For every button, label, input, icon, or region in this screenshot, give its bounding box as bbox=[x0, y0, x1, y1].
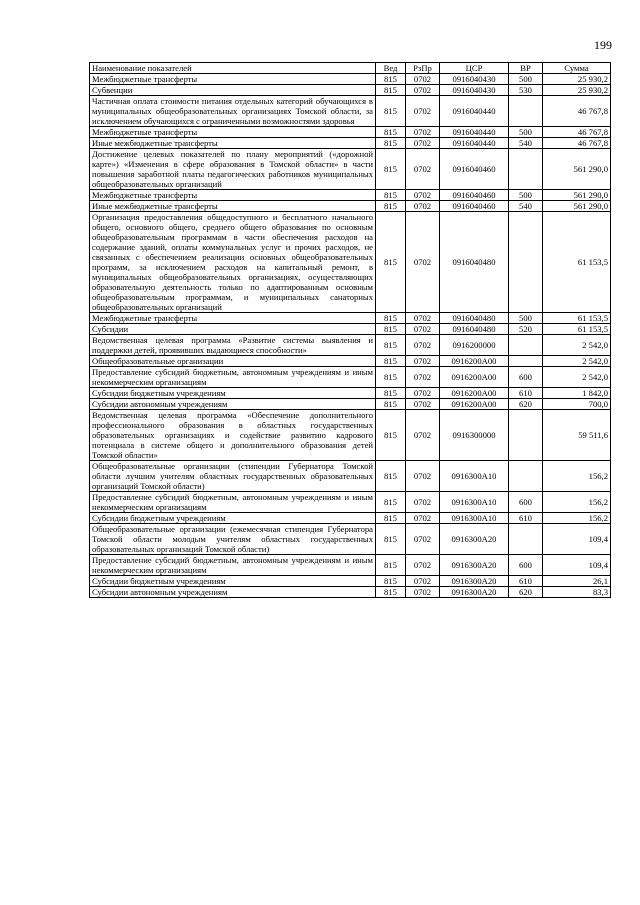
row-name: Общеобразовательные организации bbox=[90, 356, 376, 367]
row-name: Межбюджетные трансферты bbox=[90, 313, 376, 324]
row-csr: 0916040440 bbox=[440, 96, 509, 127]
row-sum: 25 930,2 bbox=[543, 85, 611, 96]
row-vr: 500 bbox=[509, 74, 543, 85]
row-name: Общеобразовательные организации (ежемесячная стипендия Губернатора Томской области молодым учителям областных государственных образовательных организаций Томской области) bbox=[90, 524, 376, 555]
row-csr: 0916040480 bbox=[440, 212, 509, 313]
row-ved: 815 bbox=[376, 388, 406, 399]
row-ved: 815 bbox=[376, 335, 406, 356]
row-ved: 815 bbox=[376, 399, 406, 410]
row-vr: 610 bbox=[509, 576, 543, 587]
page-number: 199 bbox=[594, 38, 612, 52]
table-row bbox=[90, 201, 611, 212]
row-name: Общеобразовательные организации (стипендии Губернатора Томской области лучшим учителям областных государственных образовательных организаций Томской области) bbox=[90, 461, 376, 492]
header-vr: ВР bbox=[509, 63, 543, 74]
row-vr bbox=[509, 410, 543, 461]
row-sum: 1 842,0 bbox=[543, 388, 611, 399]
row-csr: 0916040480 bbox=[440, 324, 509, 335]
row-rzpr: 0702 bbox=[406, 201, 440, 212]
row-name: Субсидии bbox=[90, 324, 376, 335]
row-rzpr: 0702 bbox=[406, 367, 440, 388]
row-sum: 2 542,0 bbox=[543, 356, 611, 367]
row-rzpr: 0702 bbox=[406, 410, 440, 461]
row-ved: 815 bbox=[376, 96, 406, 127]
table-row bbox=[90, 212, 611, 313]
row-ved: 815 bbox=[376, 461, 406, 492]
table-row bbox=[90, 313, 611, 324]
row-rzpr: 0702 bbox=[406, 313, 440, 324]
header-ved: Вед bbox=[376, 63, 406, 74]
row-csr: 0916300А10 bbox=[440, 492, 509, 513]
row-sum: 46 767,8 bbox=[543, 138, 611, 149]
row-name: Частичная оплата стоимости питания отдельных категорий обучающихся в муниципальных общеобразовательных организациях Томской области, за исключением обучающихся с ограниченными возможностями здоровья bbox=[90, 96, 376, 127]
row-sum: 46 767,8 bbox=[543, 96, 611, 127]
row-name: Иные межбюджетные трансферты bbox=[90, 201, 376, 212]
row-sum: 156,2 bbox=[543, 513, 611, 524]
row-csr: 0916300А10 bbox=[440, 461, 509, 492]
row-ved: 815 bbox=[376, 190, 406, 201]
table-row bbox=[90, 555, 611, 576]
row-vr bbox=[509, 96, 543, 127]
row-csr: 0916200А00 bbox=[440, 367, 509, 388]
row-csr: 0916200000 bbox=[440, 335, 509, 356]
row-sum: 61 153,5 bbox=[543, 313, 611, 324]
row-name: Межбюджетные трансферты bbox=[90, 127, 376, 138]
row-ved: 815 bbox=[376, 201, 406, 212]
row-vr: 620 bbox=[509, 399, 543, 410]
row-vr bbox=[509, 461, 543, 492]
row-rzpr: 0702 bbox=[406, 492, 440, 513]
row-rzpr: 0702 bbox=[406, 149, 440, 190]
table-row bbox=[90, 335, 611, 356]
row-name: Межбюджетные трансферты bbox=[90, 190, 376, 201]
row-sum: 156,2 bbox=[543, 492, 611, 513]
row-ved: 815 bbox=[376, 410, 406, 461]
row-vr: 600 bbox=[509, 367, 543, 388]
row-name: Межбюджетные трансферты bbox=[90, 74, 376, 85]
row-ved: 815 bbox=[376, 74, 406, 85]
row-sum: 61 153,5 bbox=[543, 212, 611, 313]
row-csr: 0916200А00 bbox=[440, 388, 509, 399]
row-rzpr: 0702 bbox=[406, 96, 440, 127]
row-vr: 530 bbox=[509, 85, 543, 96]
table-header-row bbox=[90, 63, 611, 74]
row-rzpr: 0702 bbox=[406, 513, 440, 524]
row-csr: 0916300А10 bbox=[440, 513, 509, 524]
row-sum: 25 930,2 bbox=[543, 74, 611, 85]
row-ved: 815 bbox=[376, 212, 406, 313]
row-name: Ведомственная целевая программа «Обеспечение дополнительного профессионального образования в областных государственных образовательных организациях и содействие развитию кадрового потенциала в системе общего и дополнительного образования детей Томской области» bbox=[90, 410, 376, 461]
header-sum: Сумма bbox=[543, 63, 611, 74]
row-rzpr: 0702 bbox=[406, 399, 440, 410]
table-row bbox=[90, 367, 611, 388]
row-name: Субвенции bbox=[90, 85, 376, 96]
row-rzpr: 0702 bbox=[406, 356, 440, 367]
row-rzpr: 0702 bbox=[406, 212, 440, 313]
row-sum: 561 290,0 bbox=[543, 201, 611, 212]
row-rzpr: 0702 bbox=[406, 85, 440, 96]
table-row bbox=[90, 388, 611, 399]
row-vr: 500 bbox=[509, 190, 543, 201]
row-name: Достижение целевых показателей по плану мероприятий («дорожной карте») «Изменения в сфере образования в Томской области» в части повышения заработной платы педагогических работников муниципальных общеобразовательных организаций bbox=[90, 149, 376, 190]
table-row bbox=[90, 324, 611, 335]
row-sum: 2 542,0 bbox=[543, 367, 611, 388]
row-name: Предоставление субсидий бюджетным, автономным учреждениям и иным некоммерческим организациям bbox=[90, 492, 376, 513]
row-rzpr: 0702 bbox=[406, 74, 440, 85]
row-vr bbox=[509, 149, 543, 190]
row-sum: 156,2 bbox=[543, 461, 611, 492]
row-csr: 0916040430 bbox=[440, 74, 509, 85]
table-row bbox=[90, 190, 611, 201]
row-ved: 815 bbox=[376, 313, 406, 324]
table-row bbox=[90, 356, 611, 367]
row-rzpr: 0702 bbox=[406, 587, 440, 598]
table-row bbox=[90, 461, 611, 492]
row-vr bbox=[509, 524, 543, 555]
row-sum: 700,0 bbox=[543, 399, 611, 410]
row-ved: 815 bbox=[376, 576, 406, 587]
budget-table bbox=[89, 62, 611, 598]
row-vr: 500 bbox=[509, 313, 543, 324]
row-csr: 0916040440 bbox=[440, 138, 509, 149]
row-name: Ведомственная целевая программа «Развитие системы выявления и поддержки детей, проявивших выдающиеся способности» bbox=[90, 335, 376, 356]
row-ved: 815 bbox=[376, 324, 406, 335]
row-rzpr: 0702 bbox=[406, 335, 440, 356]
row-sum: 2 542,0 bbox=[543, 335, 611, 356]
row-sum: 83,3 bbox=[543, 587, 611, 598]
row-sum: 109,4 bbox=[543, 555, 611, 576]
table-row bbox=[90, 74, 611, 85]
row-name: Субсидии автономным учреждениям bbox=[90, 587, 376, 598]
row-csr: 0916040480 bbox=[440, 313, 509, 324]
row-sum: 46 767,8 bbox=[543, 127, 611, 138]
row-name: Субсидии бюджетным учреждениям bbox=[90, 576, 376, 587]
table-row bbox=[90, 399, 611, 410]
row-rzpr: 0702 bbox=[406, 555, 440, 576]
row-vr bbox=[509, 335, 543, 356]
row-csr: 0916300А20 bbox=[440, 576, 509, 587]
row-csr: 0916040460 bbox=[440, 190, 509, 201]
table-row bbox=[90, 524, 611, 555]
row-rzpr: 0702 bbox=[406, 127, 440, 138]
row-vr: 600 bbox=[509, 555, 543, 576]
table-row bbox=[90, 96, 611, 127]
table-row bbox=[90, 576, 611, 587]
row-name: Предоставление субсидий бюджетным, автономным учреждениям и иным некоммерческим организациям bbox=[90, 367, 376, 388]
row-rzpr: 0702 bbox=[406, 576, 440, 587]
row-name: Организация предоставления общедоступного и бесплатного начального общего, основного общего, среднего общего образования по основным общеобразовательным программам в части обеспечения расходов на содержание зданий, оплаты коммунальных услуг и прочих расходов, не связанных с обеспечением реализации основных общеобразовательных программ, за исключением расходов на капитальный ремонт, в муниципальных общеобразовательных организациях, осуществляющих образовательную деятельность только по адаптированным основным общеобразовательным программам, и муниципальных санаторных общеобразовательных организаций bbox=[90, 212, 376, 313]
table-row bbox=[90, 587, 611, 598]
row-ved: 815 bbox=[376, 524, 406, 555]
table-row bbox=[90, 85, 611, 96]
row-ved: 815 bbox=[376, 356, 406, 367]
table-row bbox=[90, 492, 611, 513]
table-row bbox=[90, 149, 611, 190]
row-csr: 0916300000 bbox=[440, 410, 509, 461]
row-ved: 815 bbox=[376, 367, 406, 388]
row-vr bbox=[509, 356, 543, 367]
row-sum: 59 511,6 bbox=[543, 410, 611, 461]
row-csr: 0916040460 bbox=[440, 201, 509, 212]
row-ved: 815 bbox=[376, 587, 406, 598]
row-name: Субсидии автономным учреждениям bbox=[90, 399, 376, 410]
row-sum: 561 290,0 bbox=[543, 190, 611, 201]
row-sum: 26,1 bbox=[543, 576, 611, 587]
row-name: Субсидии бюджетным учреждениям bbox=[90, 513, 376, 524]
row-csr: 0916300А20 bbox=[440, 524, 509, 555]
row-csr: 0916040460 bbox=[440, 149, 509, 190]
header-rzpr: РзПр bbox=[406, 63, 440, 74]
row-ved: 815 bbox=[376, 138, 406, 149]
row-vr: 610 bbox=[509, 388, 543, 399]
row-vr: 540 bbox=[509, 138, 543, 149]
row-csr: 0916300А20 bbox=[440, 587, 509, 598]
row-ved: 815 bbox=[376, 149, 406, 190]
row-rzpr: 0702 bbox=[406, 324, 440, 335]
table-row bbox=[90, 138, 611, 149]
row-sum: 109,4 bbox=[543, 524, 611, 555]
row-vr: 500 bbox=[509, 127, 543, 138]
row-ved: 815 bbox=[376, 492, 406, 513]
row-ved: 815 bbox=[376, 513, 406, 524]
row-csr: 0916200А00 bbox=[440, 356, 509, 367]
table-row bbox=[90, 513, 611, 524]
row-vr: 610 bbox=[509, 513, 543, 524]
header-name: Наименование показателей bbox=[90, 63, 376, 74]
row-vr: 520 bbox=[509, 324, 543, 335]
row-sum: 561 290,0 bbox=[543, 149, 611, 190]
row-csr: 0916040430 bbox=[440, 85, 509, 96]
row-name: Иные межбюджетные трансферты bbox=[90, 138, 376, 149]
row-ved: 815 bbox=[376, 85, 406, 96]
header-csr: ЦСР bbox=[440, 63, 509, 74]
row-rzpr: 0702 bbox=[406, 190, 440, 201]
row-csr: 0916300А20 bbox=[440, 555, 509, 576]
row-vr: 600 bbox=[509, 492, 543, 513]
row-sum: 61 153,5 bbox=[543, 324, 611, 335]
table-row bbox=[90, 410, 611, 461]
row-ved: 815 bbox=[376, 127, 406, 138]
row-vr: 540 bbox=[509, 201, 543, 212]
table-row bbox=[90, 127, 611, 138]
row-name: Предоставление субсидий бюджетным, автономным учреждениям и иным некоммерческим организациям bbox=[90, 555, 376, 576]
row-rzpr: 0702 bbox=[406, 138, 440, 149]
row-ved: 815 bbox=[376, 555, 406, 576]
row-name: Субсидии бюджетным учреждениям bbox=[90, 388, 376, 399]
row-rzpr: 0702 bbox=[406, 388, 440, 399]
row-csr: 0916040440 bbox=[440, 127, 509, 138]
row-rzpr: 0702 bbox=[406, 524, 440, 555]
row-rzpr: 0702 bbox=[406, 461, 440, 492]
row-csr: 0916200А00 bbox=[440, 399, 509, 410]
row-vr: 620 bbox=[509, 587, 543, 598]
row-vr bbox=[509, 212, 543, 313]
